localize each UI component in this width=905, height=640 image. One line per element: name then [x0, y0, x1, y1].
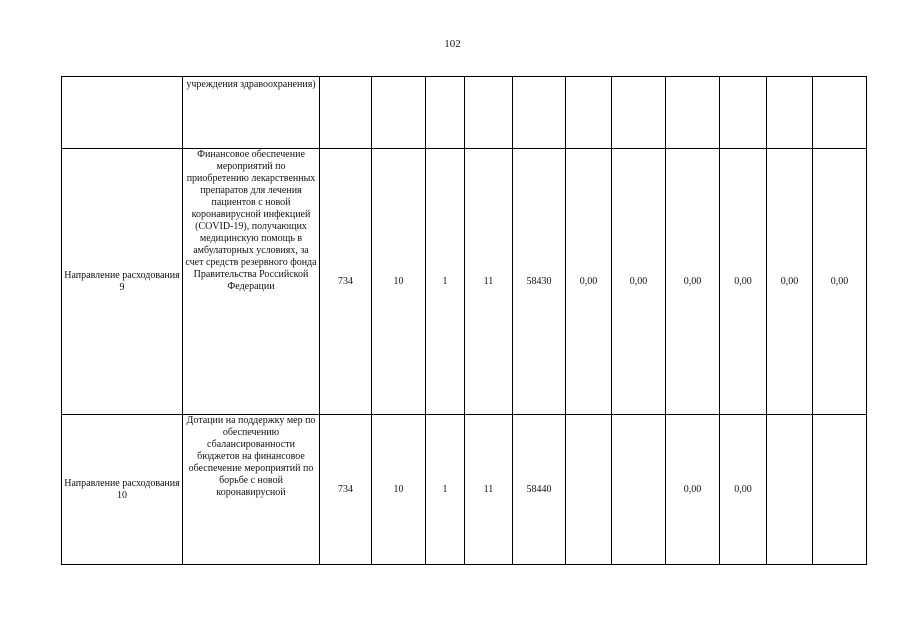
data-cell: 58430	[513, 149, 566, 415]
data-cell: 0,00	[666, 415, 720, 565]
data-cell	[465, 77, 513, 149]
data-cell: 10	[372, 149, 426, 415]
data-cell	[813, 415, 867, 565]
description-cell: учреждения здравоохранения)	[183, 77, 320, 149]
data-cell: 0,00	[720, 149, 767, 415]
data-cell	[612, 77, 666, 149]
data-cell	[767, 77, 813, 149]
table-row	[62, 149, 867, 415]
data-cell	[666, 77, 720, 149]
data-cell: 0,00	[566, 149, 612, 415]
data-cell	[426, 77, 465, 149]
data-cell: 58440	[513, 415, 566, 565]
data-cell	[566, 77, 612, 149]
data-cell: 11	[465, 415, 513, 565]
table-row	[62, 415, 867, 565]
data-cell: 1	[426, 415, 465, 565]
data-cell: 1	[426, 149, 465, 415]
data-cell	[612, 415, 666, 565]
page-number: 102	[444, 38, 461, 50]
direction-cell: Направление расходования 10	[62, 415, 183, 565]
direction-cell: Направление расходования 9	[62, 149, 183, 415]
data-cell: 0,00	[767, 149, 813, 415]
data-cell: 0,00	[813, 149, 867, 415]
data-cell	[513, 77, 566, 149]
data-cell	[720, 77, 767, 149]
data-cell	[767, 415, 813, 565]
data-cell: 0,00	[720, 415, 767, 565]
data-cell	[372, 77, 426, 149]
budget-table	[61, 76, 867, 565]
direction-cell	[62, 77, 183, 149]
data-cell: 0,00	[666, 149, 720, 415]
data-cell	[320, 77, 372, 149]
data-cell	[566, 415, 612, 565]
data-cell: 0,00	[612, 149, 666, 415]
data-cell: 10	[372, 415, 426, 565]
data-cell: 734	[320, 149, 372, 415]
description-cell: Дотации на поддержку мер по обеспечению сбалансированности бюджетов на финансовое обеспечение мероприятий по борьбе с новой коронавирусной	[183, 415, 320, 565]
data-cell: 734	[320, 415, 372, 565]
description-cell: Финансовое обеспечение мероприятий по приобретению лекарственных препаратов для лечения пациентов с новой коронавирусной инфекцией (COVID-19), получающих медицинскую помощь в амбулаторных условиях, за счет средств резервного фонда Правительства Российской Федерации	[183, 149, 320, 415]
data-cell: 11	[465, 149, 513, 415]
data-cell	[813, 77, 867, 149]
table-row	[62, 77, 867, 149]
